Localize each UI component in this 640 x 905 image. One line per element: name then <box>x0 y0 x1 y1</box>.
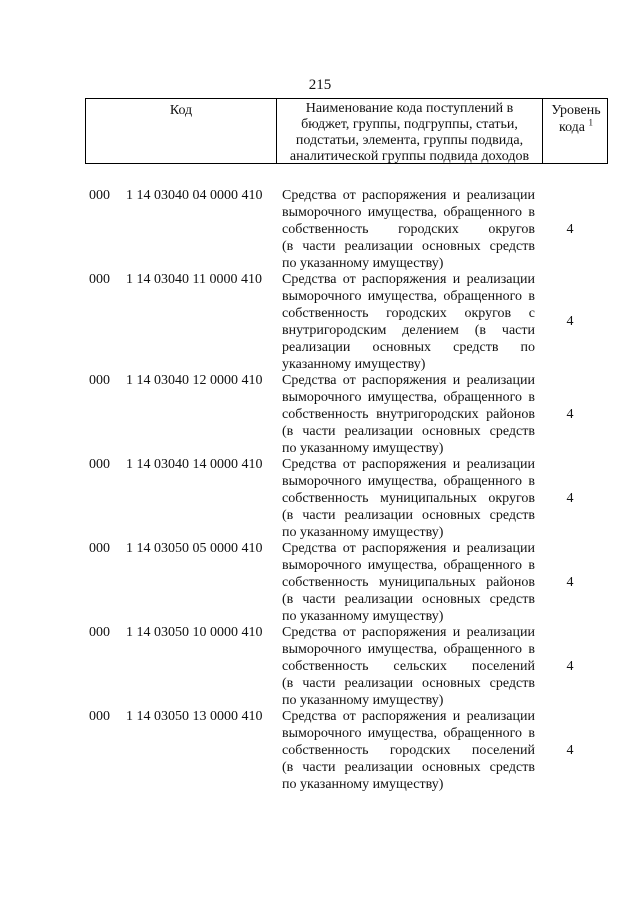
row-name-line: выморочного имущества, обращенного в <box>282 558 535 573</box>
row-name-line: выморочного имущества, обращенного в <box>282 289 535 304</box>
row-name-line: Средства от распоряжения и реализации <box>282 625 535 640</box>
table-body <box>0 187 640 792</box>
row-name-line: собственность городских округов <box>282 222 535 237</box>
row-prefix: 000 <box>89 272 110 287</box>
row-level: 4 <box>566 314 574 329</box>
row-name-line: Средства от распоряжения и реализации <box>282 457 535 472</box>
row-name-line: Средства от распоряжения и реализации <box>282 373 535 388</box>
row-name-line: по указанному имуществу) <box>282 525 444 540</box>
row-name <box>282 540 535 625</box>
row-name-line: Средства от распоряжения и реализации <box>282 272 535 287</box>
table-row <box>0 540 640 624</box>
row-prefix: 000 <box>89 709 110 724</box>
row-name-line: (в части реализации основных средств <box>282 239 535 254</box>
row-name-line: выморочного имущества, обращенного в <box>282 390 535 405</box>
row-name-line: выморочного имущества, обращенного в <box>282 726 535 741</box>
row-name-line: собственность сельских поселений <box>282 659 535 674</box>
table-row <box>0 708 640 792</box>
row-prefix: 000 <box>89 625 110 640</box>
row-name <box>282 708 535 793</box>
table-row <box>0 624 640 708</box>
table-row <box>0 372 640 456</box>
header-name-column <box>277 99 543 163</box>
row-code: 1 14 03040 14 0000 410 <box>126 457 263 472</box>
row-name <box>282 187 535 272</box>
header-level-word: кода <box>558 120 586 135</box>
header-level-line <box>543 119 609 136</box>
row-prefix: 000 <box>89 373 110 388</box>
row-name-line: (в части реализации основных средств <box>282 676 535 691</box>
row-prefix: 000 <box>89 541 110 556</box>
row-name <box>282 372 535 457</box>
row-name-line: собственность городских поселений <box>282 743 535 758</box>
row-name-line: выморочного имущества, обращенного в <box>282 474 535 489</box>
header-name-line: Наименование кода поступлений в <box>305 101 514 116</box>
row-name-line: по указанному имуществу) <box>282 693 444 708</box>
row-name <box>282 456 535 541</box>
row-level: 4 <box>566 407 574 422</box>
table-row <box>0 187 640 271</box>
row-name-line: собственность муниципальных округов <box>282 491 535 506</box>
row-name-line: по указанному имуществу) <box>282 609 444 624</box>
row-name-line: (в части реализации основных средств <box>282 592 535 607</box>
header-code-column: Код <box>86 99 277 163</box>
header-name-line: бюджет, группы, подгруппы, статьи, <box>301 117 518 132</box>
row-level: 4 <box>566 575 574 590</box>
header-name-line: подстатьи, элемента, группы подвида, <box>295 133 524 148</box>
row-code: 1 14 03040 04 0000 410 <box>126 188 263 203</box>
row-name-line: (в части реализации основных средств <box>282 508 535 523</box>
row-code: 1 14 03050 10 0000 410 <box>126 625 263 640</box>
row-name-line: выморочного имущества, обращенного в <box>282 642 535 657</box>
row-name-line: собственность внутригородских районов <box>282 407 535 422</box>
row-name-line: собственность муниципальных районов <box>282 575 535 590</box>
row-level: 4 <box>566 659 574 674</box>
row-name-line: выморочного имущества, обращенного в <box>282 205 535 220</box>
table-header <box>85 98 608 164</box>
row-name-line: Средства от распоряжения и реализации <box>282 541 535 556</box>
table-row <box>0 456 640 540</box>
row-name <box>282 271 535 373</box>
row-prefix: 000 <box>89 457 110 472</box>
header-name-line: аналитической группы подвида доходов <box>289 149 530 164</box>
row-level: 4 <box>566 491 574 506</box>
row-code: 1 14 03040 12 0000 410 <box>126 373 263 388</box>
row-name-line: внутригородским делением (в части <box>282 323 535 338</box>
row-name-line: указанному имуществу) <box>282 357 426 372</box>
table-row <box>0 271 640 372</box>
row-name-line: собственность городских округов с <box>282 306 535 321</box>
row-prefix: 000 <box>89 188 110 203</box>
row-level: 4 <box>566 743 574 758</box>
row-name-line: (в части реализации основных средств <box>282 424 535 439</box>
footnote-marker: 1 <box>588 117 594 128</box>
page-number: 215 <box>308 77 332 93</box>
header-level-column <box>543 99 609 163</box>
header-level-line: Уровень <box>551 103 601 118</box>
row-name-line: Средства от распоряжения и реализации <box>282 709 535 724</box>
row-name-line: (в части реализации основных средств <box>282 760 535 775</box>
row-name-line: по указанному имуществу) <box>282 256 444 271</box>
row-code: 1 14 03050 13 0000 410 <box>126 709 263 724</box>
row-level: 4 <box>566 222 574 237</box>
row-name <box>282 624 535 709</box>
row-code: 1 14 03040 11 0000 410 <box>126 272 262 287</box>
row-name-line: по указанному имуществу) <box>282 777 444 792</box>
row-name-line: Средства от распоряжения и реализации <box>282 188 535 203</box>
row-name-line: реализации основных средств по <box>282 340 535 355</box>
row-code: 1 14 03050 05 0000 410 <box>126 541 263 556</box>
row-name-line: по указанному имуществу) <box>282 441 444 456</box>
